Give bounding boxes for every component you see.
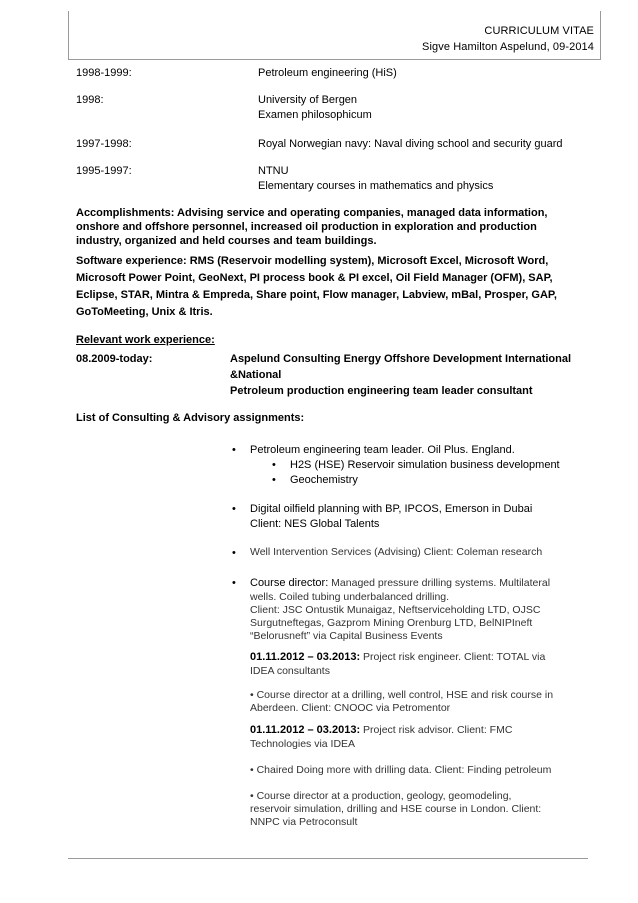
project-line: • Course director at a production, geology, geomodeling, <box>250 790 512 802</box>
project-date: 01.11.2012 – 03.2013: <box>250 724 361 736</box>
project-line: • Course director at a drilling, well control, HSE and risk course in <box>250 689 554 701</box>
edu-period: 1998: <box>76 94 104 106</box>
edu-line: University of Bergen <box>258 94 358 106</box>
assignment-line: Client: JSC Ontustik Munaigaz, Neftserviceholding LTD, OJSC <box>250 604 541 616</box>
project-line: reservoir simulation, drilling and HSE course in London. Client: <box>250 803 542 815</box>
bullet: • <box>272 459 276 471</box>
assignment-item: Well Intervention Services (Advising) Client: Coleman research <box>250 546 543 558</box>
work-heading: Relevant work experience: <box>76 334 215 346</box>
cv-title: CURRICULUM VITAE <box>484 25 594 37</box>
work-period: 08.2009-today: <box>76 353 153 365</box>
assignment-item-cont: Client: NES Global Talents <box>250 518 380 530</box>
project-text: Project risk engineer. Client: TOTAL via <box>360 651 546 663</box>
bullet: • <box>272 474 276 486</box>
assignments-heading: List of Consulting & Advisory assignments: <box>76 412 305 424</box>
project-line: NNPC via Petroconsult <box>250 816 358 828</box>
bullet: • <box>232 577 236 589</box>
work-role: Petroleum production engineering team leader consultant <box>230 385 533 397</box>
assignment-line: wells. Coiled tubing underbalanced drilling. <box>250 591 450 603</box>
footer-divider <box>68 858 588 859</box>
project-line: Aberdeen. Client: CNOOC via Petromentor <box>250 702 451 714</box>
work-company-cont: &National <box>230 369 282 381</box>
work-company: Aspelund Consulting Energy Offshore Development International <box>230 353 572 365</box>
edu-line: Elementary courses in mathematics and physics <box>258 180 494 192</box>
assignment-item: Petroleum engineering team leader. Oil Plus. England. <box>250 444 515 456</box>
project-line: IDEA consultants <box>250 665 330 677</box>
bullet: • <box>232 444 236 456</box>
edu-line: Examen philosophicum <box>258 109 372 121</box>
cv-subtitle: Sigve Hamilton Aspelund, 09-2014 <box>422 41 594 53</box>
course-director-label: Course director: <box>250 577 329 589</box>
edu-line: Petroleum engineering (HiS) <box>258 67 397 79</box>
assignment-item: Digital oilfield planning with BP, IPCOS, Emerson in Dubai <box>250 503 533 515</box>
header-box <box>68 11 601 60</box>
assignment-subitem: Geochemistry <box>290 474 358 486</box>
edu-period: 1998-1999: <box>76 67 132 79</box>
edu-line: NTNU <box>258 165 289 177</box>
edu-period: 1995-1997: <box>76 165 132 177</box>
assignment-subitem: H2S (HSE) Reservoir simulation business development <box>290 459 560 471</box>
assignment-line: “Belorusneft” via Capital Business Events <box>250 630 443 642</box>
edu-line: Royal Norwegian navy: Naval diving school and security guard <box>258 138 563 150</box>
project-line: Technologies via IDEA <box>250 738 356 750</box>
edu-period: 1997-1998: <box>76 138 132 150</box>
bullet: • <box>232 503 236 515</box>
project-line: • Chaired Doing more with drilling data. Client: Finding petroleum <box>250 764 552 776</box>
project-entry <box>250 723 512 738</box>
assignment-item <box>250 576 550 591</box>
software-experience: Software experience: RMS (Reservoir modelling system), Microsoft Excel, Microsoft Word, Microsoft Power Point, GeoNext, PI process book & PI excel, Oil Field Manager (OFM), SAP, Eclipse, STAR, Mintra & Empreda, Share point, Flow manager, Labview, mBal, Prosper, GAP, GoToMeeting, Unix & Itris. <box>76 255 557 318</box>
accomplishments: Accomplishments: Advising service and operating companies, managed data information, onshore and offshore personnel, increased oil production in exploration and production industry, organized and held courses and team buildings. <box>76 207 548 247</box>
project-text: Project risk advisor. Client: FMC <box>360 724 513 736</box>
project-entry <box>250 650 545 665</box>
course-director-text: Managed pressure drilling systems. Multilateral <box>328 577 551 589</box>
assignment-line: Surgutneftegas, Gazprom Mining Orenburg LTD, BelNIPIneft <box>250 617 533 629</box>
project-date: 01.11.2012 – 03.2013: <box>250 651 361 663</box>
bullet: • <box>232 547 236 559</box>
